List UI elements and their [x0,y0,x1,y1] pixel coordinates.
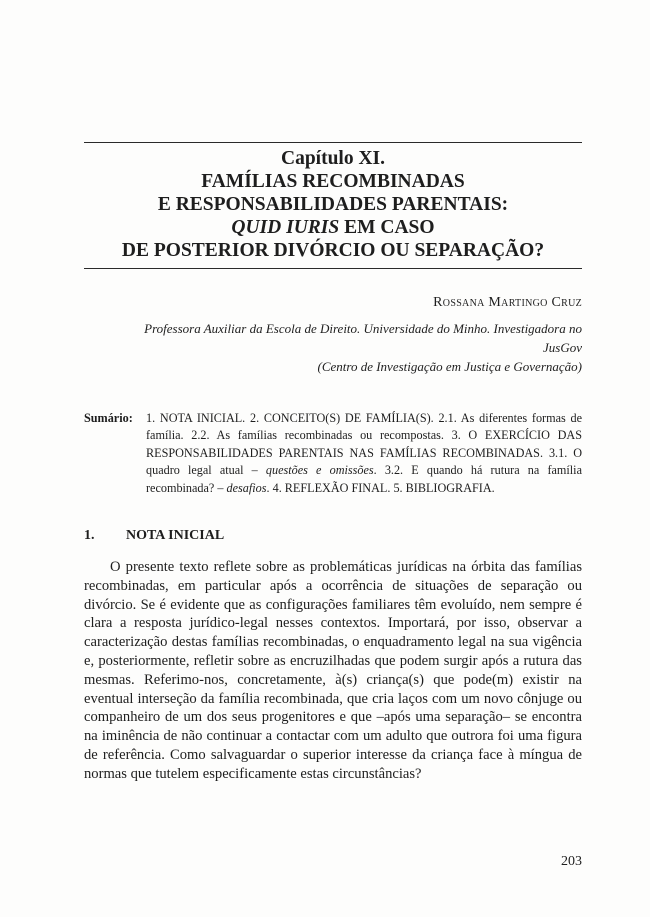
summary-text [146,410,582,497]
affiliation-line-2: (Centro de Investigação em Justiça e Governação) [317,359,582,374]
summary-part-3: . 4. REFLEXÃO FINAL. 5. BIBLIOGRAFIA. [266,480,495,495]
summary-part-2: . 3.2. E quando há rutura na família recombinada? – [146,463,582,495]
chapter-title [84,147,582,262]
body-paragraph: O presente texto reflete sobre as problemáticas jurídicas na órbita das famílias recombinadas, em particular após a ocorrência de situações de separação ou divórcio. Se é evidente que as configurações familiares têm evoluído, nem sempre é clara a resposta jurídico-legal nesses contextos. Importará, por isso, observar a caracterização destas famílias recombinadas, o enquadramento legal na sua vigência e, posteriormente, refletir sobre as encruzilhadas que podem surgir após a rutura das mesmas. Referimo-nos, concretamente, à(s) criança(s) que pode(m) existir na eventual interseção da família recombinada, que cria laços com um novo cônjuge ou companheiro de um dos seus progenitores e que –após uma separação– se encontra na iminência de não continuar a contactar com um adulto que outrora foi uma figura de referência. Como salvaguardar o superior interesse da criança face à míngua de normas que tutelem especificamente estas circunstâncias? [84,559,582,782]
title-latin-phrase: QUID IURIS [231,217,340,238]
title-line-4: DE POSTERIOR DIVÓRCIO OU SEPARAÇÃO? [121,240,545,261]
summary-italic-2: desafios [226,480,267,495]
summary-part-1: 1. NOTA INICIAL. 2. CONCEITO(S) DE FAMÍLIA(S). 2.1. As diferentes formas de família. 2.2. As famílias recombinadas ou recompostas. 3. O EXERCÍCIO DAS RESPONSABILIDADES PARENTAIS NAS FAMÍLIAS RECOMBINADAS. 3.1. O quadro legal atual – [146,411,582,478]
title-line-2: E RESPONSABILIDADES PARENTAIS: [157,194,509,215]
summary-label: Sumário: [84,411,133,425]
summary [84,410,582,497]
page-number: 203 [561,854,582,869]
title-line-1: FAMÍLIAS RECOMBINADAS [201,171,465,192]
bottom-rule [84,268,582,269]
title-line-3 [84,216,582,239]
section-title: NOTA INICIAL [126,528,225,543]
author-name: Rossana Martingo Cruz [433,295,582,310]
section-number: 1. [84,528,95,543]
title-line-3-rest: EM CASO [339,217,435,238]
section-heading [84,528,582,544]
summary-italic-1: questões e omissões [265,463,374,478]
affiliation-line-1: Professora Auxiliar da Escola de Direito. Universidade do Minho. Investigadora no JusGov [144,321,582,355]
top-rule [84,142,582,143]
author-affiliation [118,319,582,376]
chapter-label: Capítulo XI. [280,148,386,169]
